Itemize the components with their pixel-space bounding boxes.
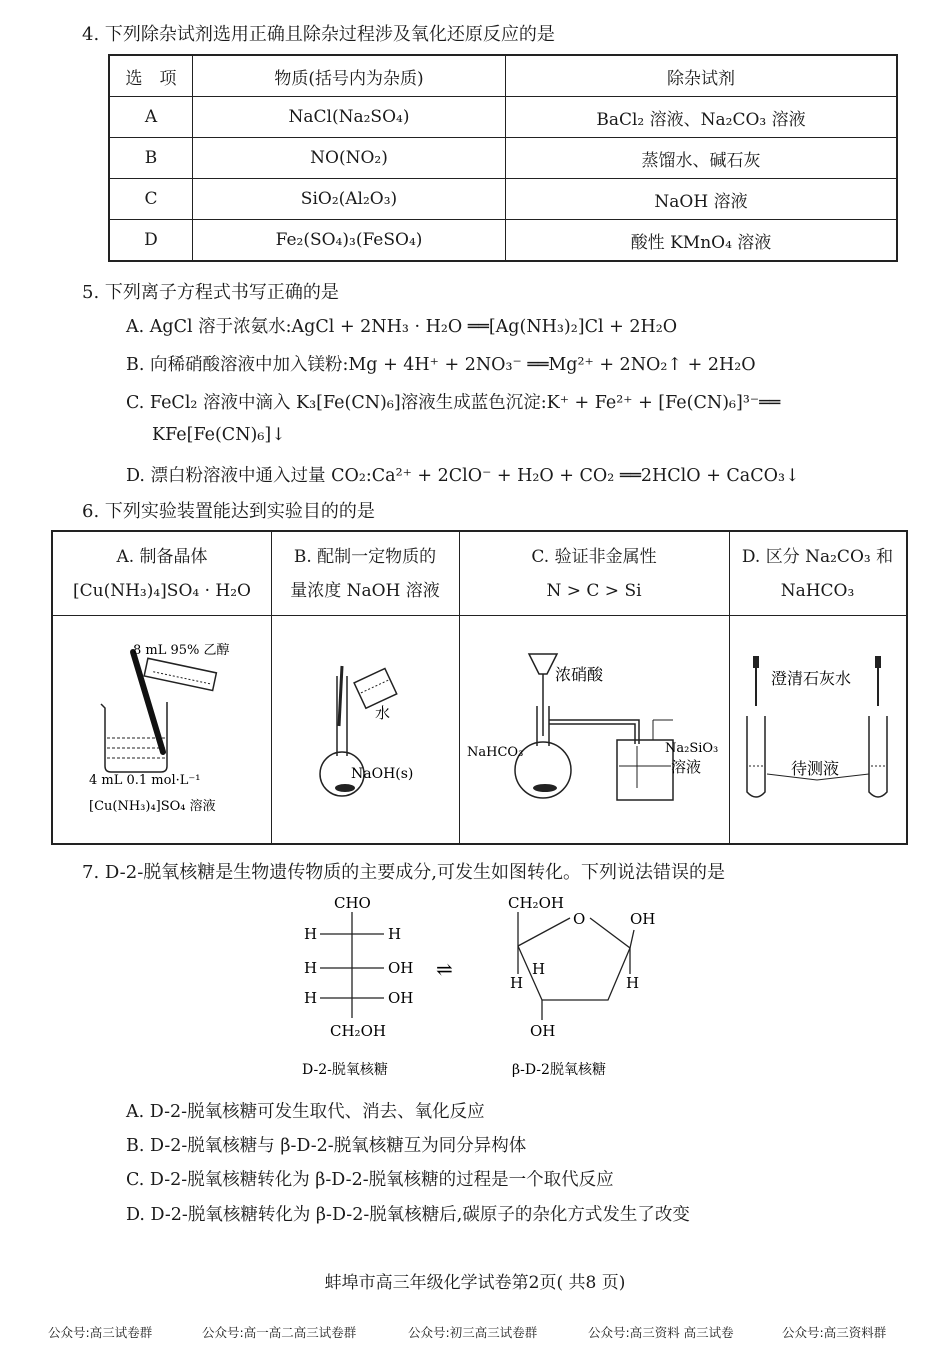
watermark: 公众号:高三资料 高三试卷: [588, 1325, 734, 1340]
row-substance: Fe₂(SO₄)₃(FeSO₄): [193, 220, 506, 262]
col-d-subtitle: NaHCO₃: [780, 581, 855, 601]
q6-col-b: [271, 532, 460, 843]
q5-option-b: B. 向稀硝酸溶液中加入镁粉:Mg + 4H⁺ + 2NO₃⁻ ══Mg²⁺ + 2NO₂↑ + 2H₂O: [126, 355, 756, 375]
fischer-h: H: [304, 989, 318, 1007]
q4-table: [108, 54, 898, 262]
col-c-subtitle: N > C > Si: [546, 581, 642, 601]
row-reagent: NaOH 溶液: [506, 179, 898, 220]
row-reagent: 酸性 KMnO₄ 溶液: [506, 220, 898, 262]
fischer-top: CHO: [334, 894, 371, 912]
header-reagent: 除杂试剂: [506, 55, 898, 97]
table-row: [109, 220, 897, 262]
q6-table: [51, 530, 908, 845]
gas-generation-apparatus-illustration: [459, 616, 729, 842]
q6-col-d: [729, 532, 906, 843]
q6-col-c-figure: [459, 616, 729, 843]
q5-option-a: A. AgCl 溶于浓氨水:AgCl + 2NH₃ · H₂O ══[Ag(NH₃)₂]Cl + 2H₂O: [126, 317, 678, 337]
haworth-ch2oh: CH₂OH: [508, 894, 564, 912]
row-substance: NaCl(Na₂SO₄): [193, 97, 506, 138]
watermark: 公众号:高三试卷群: [48, 1325, 153, 1340]
label-naoh: NaOH(s): [351, 766, 414, 782]
row-substance: SiO₂(Al₂O₃): [193, 179, 506, 220]
beaker-apparatus-illustration: [53, 616, 271, 842]
q5-option-c-line2: KFe[Fe(CN)₆]↓: [152, 425, 286, 445]
label-nahco3: NaHCO₃: [467, 745, 524, 760]
q5-stem: 5. 下列离子方程式书写正确的是: [82, 282, 339, 303]
haworth-h: H: [532, 960, 546, 978]
fischer-h: H: [388, 925, 402, 943]
fischer-oh: OH: [388, 959, 414, 977]
label-concentration: 4 mL 0.1 mol·L⁻¹: [89, 773, 201, 788]
label-solution: [Cu(NH₃)₄]SO₄ 溶液: [89, 799, 216, 814]
fischer-h: H: [304, 925, 318, 943]
fischer-oh: OH: [388, 989, 414, 1007]
q6-col-d-figure: [729, 616, 906, 843]
row-substance: NO(NO₂): [193, 138, 506, 179]
table-row: [109, 179, 897, 220]
q7-option-c: C. D-2-脱氧核糖转化为 β-D-2-脱氧核糖的过程是一个取代反应: [126, 1170, 614, 1190]
equilibrium-arrow: ⇌: [436, 957, 453, 981]
row-reagent: BaCl₂ 溶液、Na₂CO₃ 溶液: [506, 97, 898, 138]
header-option: 选 项: [109, 55, 193, 97]
label-solution: 溶液: [671, 758, 702, 776]
q6-col-b-header: [271, 532, 459, 616]
watermark: 公众号:初三高三试卷群: [408, 1325, 538, 1340]
q7-option-a: A. D-2-脱氧核糖可发生取代、消去、氧化反应: [126, 1102, 485, 1122]
label-ethanol: 8 mL 95% 乙醇: [133, 643, 230, 658]
fischer-bottom: CH₂OH: [330, 1022, 386, 1040]
q7-option-d: D. D-2-脱氧核糖转化为 β-D-2-脱氧核糖后,碳原子的杂化方式发生了改变: [126, 1205, 690, 1225]
haworth-oh: OH: [630, 910, 656, 928]
q5-option-d: D. 漂白粉溶液中通入过量 CO₂:Ca²⁺ + 2ClO⁻ + H₂O + CO₂ ══2HClO + CaCO₃↓: [126, 466, 800, 486]
col-d-title: D. 区分 Na₂CO₃ 和: [741, 547, 894, 567]
haworth-o: O: [573, 910, 586, 928]
label-na2sio3: Na₂SiO₃: [665, 741, 719, 756]
watermark: 公众号:高一高二高三试卷群: [202, 1325, 357, 1340]
q6-col-d-header: [729, 532, 906, 616]
row-option: A: [109, 97, 193, 138]
q6-col-a: [53, 532, 272, 843]
fischer-h: H: [304, 959, 318, 977]
row-option: B: [109, 138, 193, 179]
q7-structure-figure: [290, 888, 670, 1088]
q5-option-c-line1: C. FeCl₂ 溶液中滴入 K₃[Fe(CN)₆]溶液生成蓝色沉淀:K⁺ + Fe²⁺ + [Fe(CN)₆]³⁻══: [126, 393, 781, 413]
row-reagent: 蒸馏水、碱石灰: [506, 138, 898, 179]
haworth-h: H: [510, 974, 524, 992]
q6-col-c: [459, 532, 730, 843]
col-a-subtitle: [Cu(NH₃)₄]SO₄ · H₂O: [72, 581, 251, 601]
haworth-oh: OH: [530, 1022, 556, 1040]
test-tube-illustration: [729, 616, 906, 842]
q6-col-a-figure: [53, 616, 271, 843]
q7-option-b: B. D-2-脱氧核糖与 β-D-2-脱氧核糖互为同分异构体: [126, 1136, 527, 1156]
label-nitric-acid: 浓硝酸: [555, 665, 604, 684]
volumetric-flask-illustration: [271, 616, 459, 842]
haworth-h: H: [626, 974, 640, 992]
page-footer: 蚌埠市高三年级化学试卷第2页( 共8 页): [324, 1273, 626, 1293]
col-b-subtitle: 量浓度 NaOH 溶液: [290, 581, 440, 601]
q6-col-c-header: [459, 532, 729, 616]
col-c-title: C. 验证非金属性: [531, 547, 657, 567]
q6-stem: 6. 下列实验装置能达到实验目的的是: [82, 501, 375, 522]
haworth-name: β-D-2脱氧核糖: [512, 1062, 606, 1078]
row-option: D: [109, 220, 193, 262]
table-row: [109, 138, 897, 179]
table-row: [109, 97, 897, 138]
row-option: C: [109, 179, 193, 220]
table-header-row: [109, 55, 897, 97]
label-test-liquid: 待测液: [791, 759, 840, 778]
label-water: 水: [375, 704, 391, 722]
watermark: 公众号:高三资料群: [782, 1325, 887, 1340]
q7-stem: 7. D-2-脱氧核糖是生物遗传物质的主要成分,可发生如图转化。下列说法错误的是: [82, 862, 725, 883]
header-substance: 物质(括号内为杂质): [193, 55, 506, 97]
q4-stem: 4. 下列除杂试剂选用正确且除杂过程涉及氧化还原反应的是: [82, 24, 555, 45]
col-a-title: A. 制备晶体: [116, 547, 208, 567]
label-limewater: 澄清石灰水: [771, 669, 852, 688]
q6-col-b-figure: [271, 616, 459, 843]
fischer-name: D-2-脱氧核糖: [302, 1062, 388, 1078]
q6-col-a-header: [53, 532, 271, 616]
col-b-title: B. 配制一定物质的: [293, 547, 437, 567]
